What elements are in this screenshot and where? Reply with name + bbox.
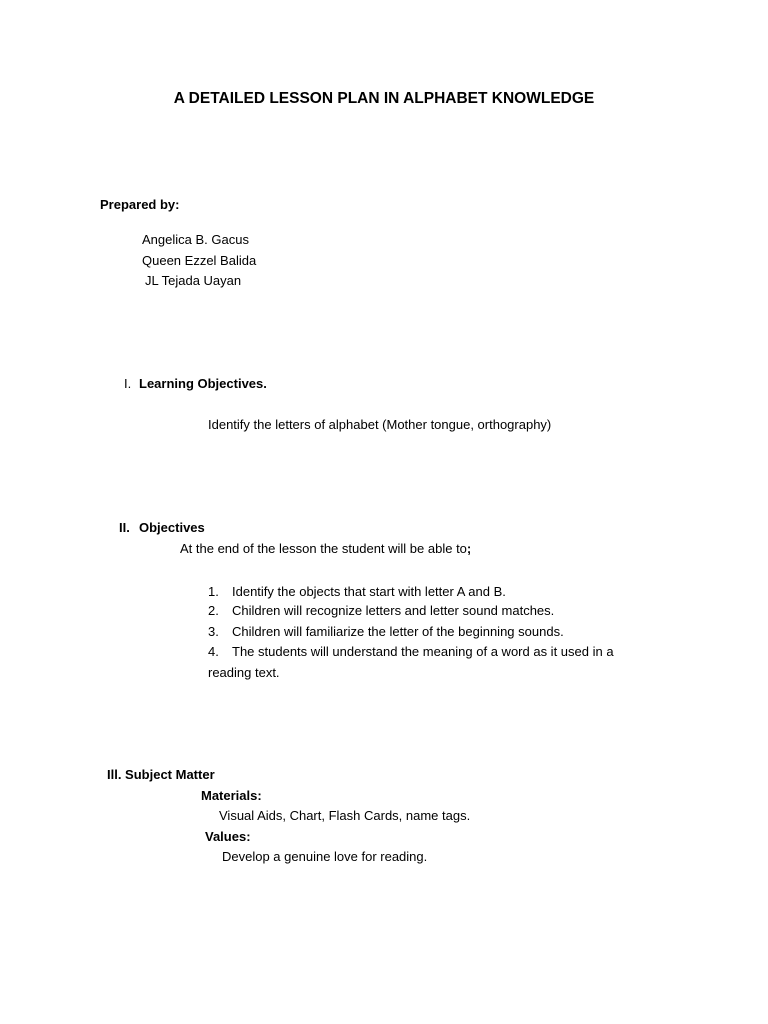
materials-label: Materials: bbox=[201, 788, 262, 803]
materials-text: Visual Aids, Chart, Flash Cards, name tags. bbox=[219, 808, 471, 823]
list-item-number: 4. bbox=[208, 644, 219, 659]
preparer-name: Angelica B. Gacus bbox=[142, 232, 249, 247]
values-label: Values: bbox=[205, 829, 251, 844]
prepared-by-label: Prepared by: bbox=[100, 197, 180, 212]
section-heading-objectives: Objectives bbox=[139, 520, 205, 535]
list-item-continuation: reading text. bbox=[208, 665, 280, 680]
values-text: Develop a genuine love for reading. bbox=[222, 849, 428, 864]
objectives-intro bbox=[180, 541, 471, 556]
objectives-intro-semicolon: ; bbox=[466, 541, 472, 556]
document-title: A DETAILED LESSON PLAN IN ALPHABET KNOWLEDGE bbox=[173, 90, 595, 107]
list-item: Children will recognize letters and letter sound matches. bbox=[232, 603, 555, 618]
list-item: The students will understand the meaning of a word as it used in a bbox=[232, 644, 614, 659]
list-item: Identify the objects that start with letter A and B. bbox=[232, 584, 506, 599]
preparer-name: Queen Ezzel Balida bbox=[142, 253, 257, 268]
objectives-intro-text: At the end of the lesson the student will be able to bbox=[180, 541, 467, 556]
section-numeral: II. bbox=[119, 520, 130, 535]
section-numeral: I. bbox=[124, 376, 132, 391]
list-item: Children will familiarize the letter of the beginning sounds. bbox=[232, 624, 564, 639]
section-heading-learning-objectives: Learning Objectives. bbox=[139, 376, 267, 391]
learning-objectives-text: Identify the letters of alphabet (Mother tongue, orthography) bbox=[208, 417, 552, 432]
section-heading-subject-matter: Ill. Subject Matter bbox=[107, 767, 215, 782]
list-item-number: 3. bbox=[208, 624, 219, 639]
list-item-number: 1. bbox=[208, 584, 219, 599]
preparer-name: JL Tejada Uayan bbox=[145, 273, 242, 288]
list-item-number: 2. bbox=[208, 603, 219, 618]
